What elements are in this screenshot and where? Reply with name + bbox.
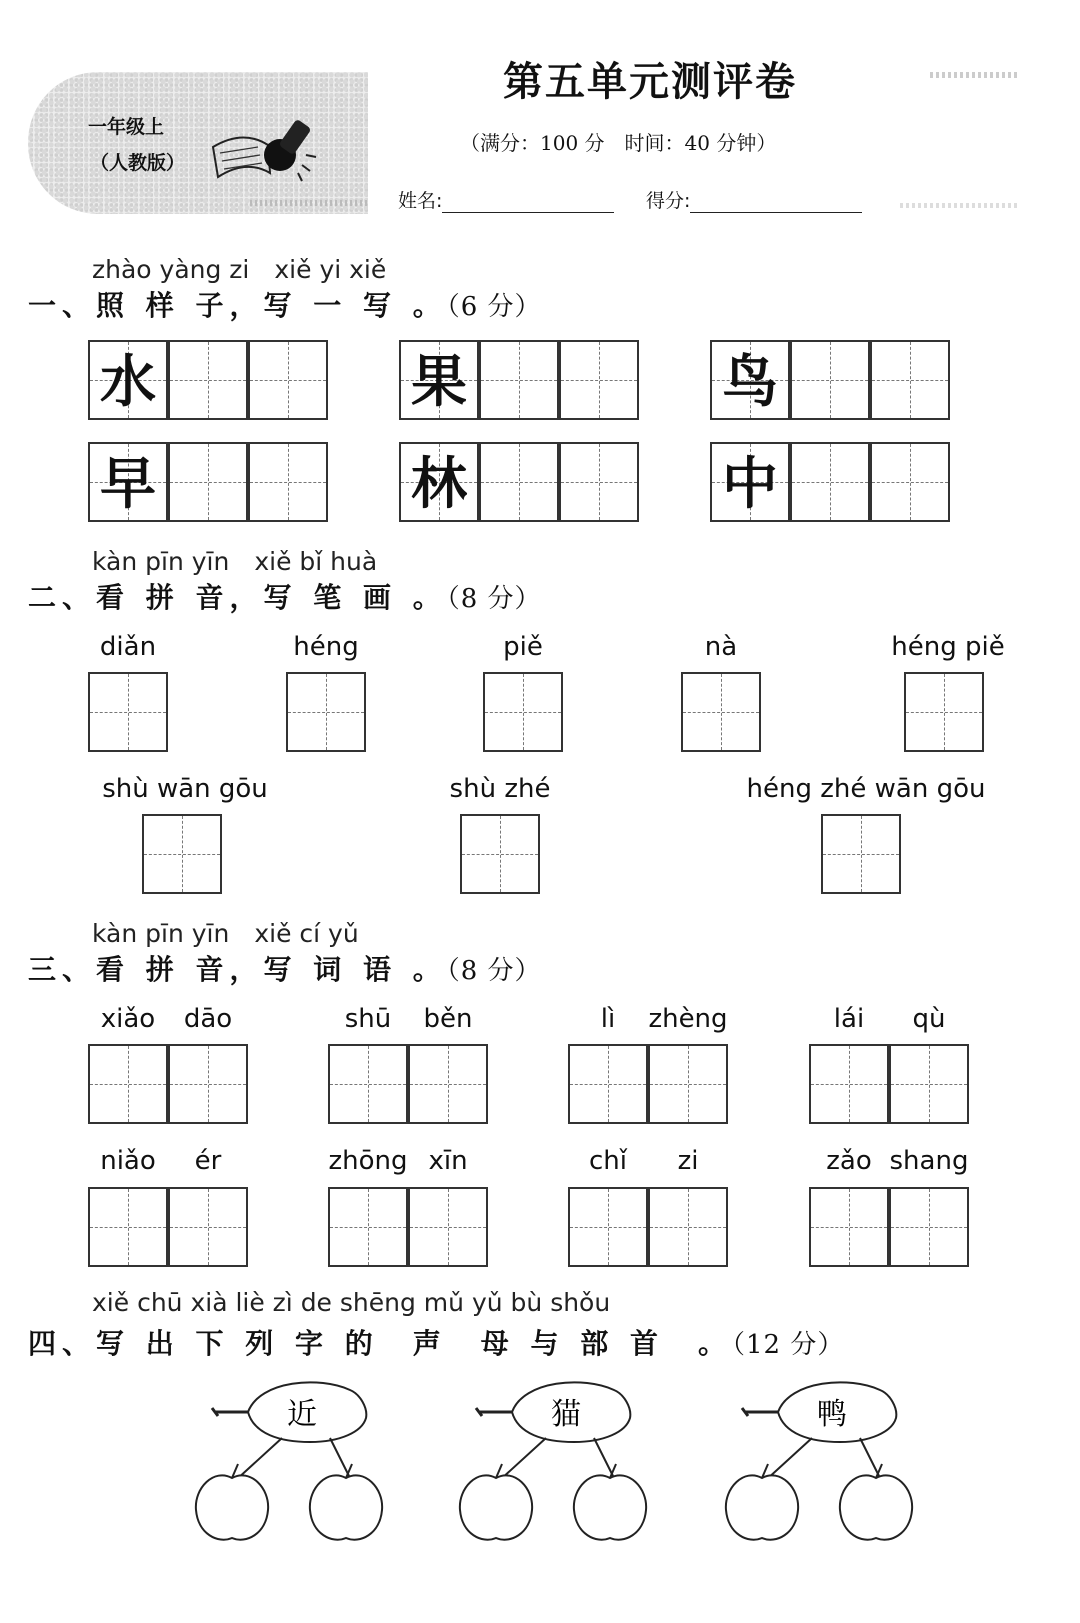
apple-answer-shape[interactable]	[310, 1475, 382, 1539]
stroke-writing-cell[interactable]	[286, 672, 366, 752]
section2-points: （8 分）	[446, 584, 542, 614]
sample-character: 水	[100, 349, 156, 415]
sample-char-cell	[399, 442, 479, 522]
writing-cell[interactable]	[870, 442, 950, 522]
sample-character: 中	[722, 451, 778, 517]
word-pinyin-syllable: lái	[833, 1004, 865, 1034]
stroke-writing-cell[interactable]	[681, 672, 761, 752]
stroke-pinyin-label: diǎn	[99, 632, 157, 662]
sample-char-cell	[88, 340, 168, 420]
apple-answer-shape[interactable]	[574, 1475, 646, 1539]
word-writing-cell[interactable]	[568, 1044, 648, 1124]
stroke-pinyin-label: héng	[293, 632, 359, 662]
score-field[interactable]	[646, 186, 862, 213]
writing-cell[interactable]	[479, 340, 559, 420]
writing-cell[interactable]	[559, 340, 639, 420]
sample-char-cell	[399, 340, 479, 420]
stroke-pinyin-label: piě	[503, 632, 543, 662]
word-writing-cell[interactable]	[408, 1187, 488, 1267]
leaf-character: 鸭	[817, 1397, 847, 1432]
grade-badge	[28, 72, 368, 214]
name-label: 姓名:	[398, 190, 443, 212]
page-title-wrap	[390, 50, 910, 107]
stroke-writing-cell[interactable]	[904, 672, 984, 752]
sample-character: 林	[411, 451, 467, 517]
writing-cell[interactable]	[790, 442, 870, 522]
name-field[interactable]	[398, 186, 614, 213]
word-pinyin-syllable: shū	[344, 1004, 392, 1034]
writing-cell[interactable]	[168, 340, 248, 420]
word-pinyin-syllable: ér	[194, 1146, 222, 1176]
stroke-writing-cell[interactable]	[88, 672, 168, 752]
section3-pinyin: kàn pīn yīn xiě cí yǔ	[92, 919, 359, 948]
stroke-pinyin-label: héng piě	[891, 632, 1005, 662]
decorative-dots	[930, 72, 1020, 78]
section2-pinyin: kàn pīn yīn xiě bǐ huà	[92, 547, 378, 576]
score-blank[interactable]	[690, 190, 862, 213]
section1-title	[28, 284, 542, 324]
word-pinyin-syllable: shang	[889, 1146, 969, 1176]
branch-lines	[766, 1438, 880, 1480]
apple-answer-shape[interactable]	[460, 1475, 532, 1539]
word-pinyin-syllable: zǎo	[826, 1146, 872, 1176]
word-pinyin-syllable: niǎo	[100, 1146, 156, 1176]
word-pinyin-syllable: zhōng	[328, 1146, 408, 1176]
section2-heading: 二、看 拼 音，写 笔 画 。	[28, 581, 447, 614]
word-writing-cell[interactable]	[809, 1044, 889, 1124]
sample-char-cell	[710, 442, 790, 522]
word-pinyin-syllable: chǐ	[589, 1146, 627, 1176]
leaf-stem	[742, 1408, 778, 1416]
apple-answer-shape[interactable]	[726, 1475, 798, 1539]
section3-points: （8 分）	[446, 956, 542, 986]
sample-character: 果	[411, 349, 467, 415]
section2-title	[28, 576, 542, 616]
edition-label: （人教版）	[90, 152, 186, 174]
word-writing-cell[interactable]	[88, 1044, 168, 1124]
decorative-dots	[900, 203, 1020, 208]
word-writing-cell[interactable]	[889, 1187, 969, 1267]
word-writing-cell[interactable]	[408, 1044, 488, 1124]
writing-cell[interactable]	[168, 442, 248, 522]
name-blank[interactable]	[442, 190, 614, 213]
branch-lines	[236, 1438, 350, 1480]
stroke-writing-cell[interactable]	[460, 814, 540, 894]
writing-cell[interactable]	[790, 340, 870, 420]
sample-char-cell	[710, 340, 790, 420]
sample-character: 早	[100, 451, 156, 517]
section3-title	[28, 948, 542, 988]
word-pinyin-syllable: xīn	[428, 1146, 468, 1176]
stroke-pinyin-label: héng zhé wān gōu	[746, 774, 986, 804]
section4-points: （12 分）	[732, 1330, 845, 1360]
apple-answer-shape[interactable]	[196, 1475, 268, 1539]
word-writing-cell[interactable]	[648, 1187, 728, 1267]
stroke-writing-cell[interactable]	[821, 814, 901, 894]
section3-heading: 三、看 拼 音，写 词 语 。	[28, 953, 447, 986]
word-pinyin-syllable: zhèng	[648, 1004, 728, 1034]
section4-pinyin: xiě chū xià liè zì de shēng mǔ yǔ bù shǒu	[92, 1288, 611, 1317]
page-subtitle: （满分：100 分 时间：40 分钟）	[460, 131, 777, 155]
word-pinyin-syllable: xiǎo	[100, 1004, 156, 1034]
book-lamp-icon	[198, 107, 328, 187]
writing-cell[interactable]	[559, 442, 639, 522]
leaf-stem	[212, 1408, 248, 1416]
word-writing-cell[interactable]	[328, 1044, 408, 1124]
decorative-dots	[250, 200, 370, 206]
word-writing-cell[interactable]	[168, 1044, 248, 1124]
stroke-pinyin-label: shù zhé	[449, 774, 551, 804]
leaf-character: 猫	[551, 1397, 581, 1432]
page-title: 第五单元测评卷	[503, 58, 797, 105]
leaf-stem	[476, 1408, 512, 1416]
stroke-pinyin-label: nà	[704, 632, 738, 662]
stroke-writing-cell[interactable]	[483, 672, 563, 752]
section1-heading: 一、照 样 子，写 一 写 。	[28, 289, 447, 322]
word-writing-cell[interactable]	[889, 1044, 969, 1124]
word-writing-cell[interactable]	[168, 1187, 248, 1267]
sample-character: 鸟	[722, 349, 778, 415]
section4-title	[28, 1322, 844, 1362]
writing-cell[interactable]	[248, 442, 328, 522]
word-writing-cell[interactable]	[648, 1044, 728, 1124]
leaf-apple-tree	[190, 1368, 430, 1548]
branch-lines	[500, 1438, 614, 1480]
writing-cell[interactable]	[870, 340, 950, 420]
grade-label: 一年级上	[88, 116, 165, 138]
score-label: 得分:	[646, 190, 691, 212]
word-pinyin-syllable: qù	[912, 1004, 946, 1034]
section4-heading: 四、写 出 下 列 字 的 声 母 与 部 首 。	[28, 1327, 732, 1360]
sample-char-cell	[88, 442, 168, 522]
section1-pinyin: zhào yàng zi xiě yi xiě	[92, 255, 387, 284]
word-writing-cell[interactable]	[88, 1187, 168, 1267]
leaf-character: 近	[287, 1397, 317, 1432]
writing-cell[interactable]	[479, 442, 559, 522]
word-pinyin-syllable: lì	[600, 1004, 616, 1034]
writing-cell[interactable]	[248, 340, 328, 420]
word-pinyin-syllable: zi	[677, 1146, 699, 1176]
leaf-apple-tree	[720, 1368, 960, 1548]
word-pinyin-syllable: dāo	[183, 1004, 233, 1034]
word-writing-cell[interactable]	[809, 1187, 889, 1267]
word-writing-cell[interactable]	[568, 1187, 648, 1267]
stroke-writing-cell[interactable]	[142, 814, 222, 894]
section1-points: （6 分）	[446, 292, 542, 322]
word-writing-cell[interactable]	[328, 1187, 408, 1267]
apple-answer-shape[interactable]	[840, 1475, 912, 1539]
leaf-apple-tree	[454, 1368, 694, 1548]
word-pinyin-syllable: běn	[423, 1004, 473, 1034]
stroke-pinyin-label: shù wān gōu	[102, 774, 268, 804]
